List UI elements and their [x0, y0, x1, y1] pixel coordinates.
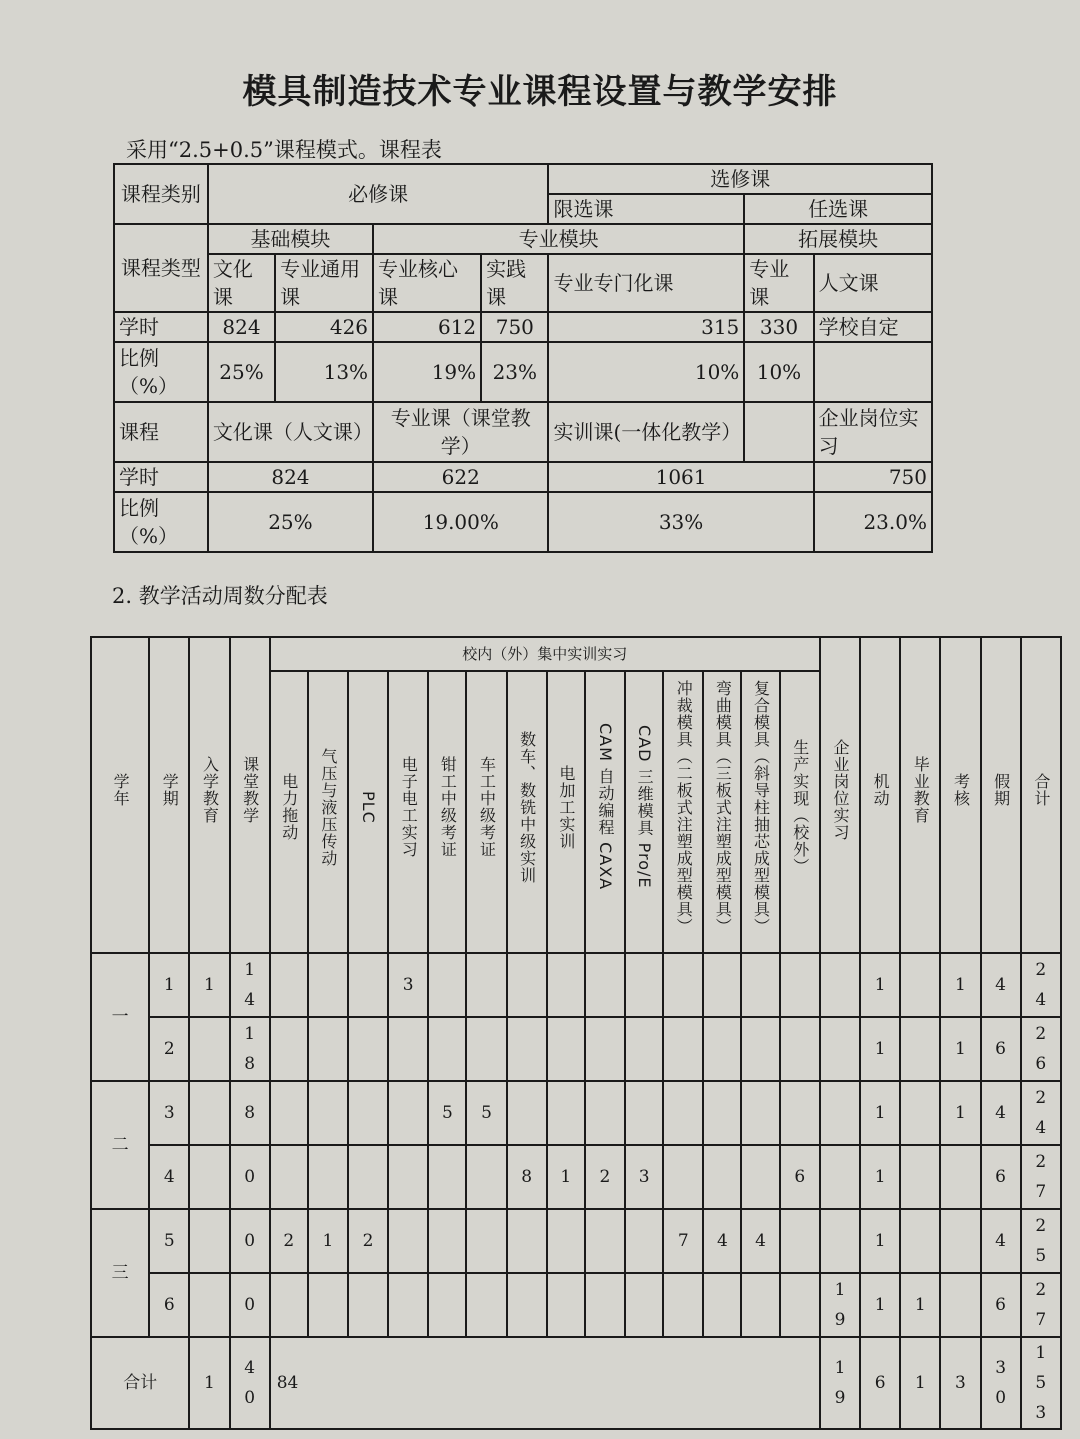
header-plc: PLC — [348, 671, 388, 953]
table-row — [91, 1081, 1061, 1145]
cell — [585, 1081, 625, 1145]
cell — [940, 1145, 980, 1209]
cell: 0 — [230, 1145, 270, 1209]
header-classroom: 课堂教学 — [230, 637, 270, 953]
header-total: 合计 — [1021, 637, 1061, 953]
cell — [507, 1081, 547, 1145]
cell — [189, 1209, 229, 1273]
total-row — [91, 1337, 1061, 1429]
cell — [741, 1017, 779, 1081]
type-humanities: 人文课 — [814, 254, 932, 312]
cell — [547, 1273, 585, 1337]
hours2-cell: 824 — [208, 462, 373, 492]
course-training: 实训课(一体化教学） — [548, 402, 744, 462]
cell — [388, 1145, 428, 1209]
total-sum: 153 — [1021, 1337, 1061, 1429]
cell — [270, 1145, 308, 1209]
cell — [585, 1017, 625, 1081]
table-row — [91, 953, 1061, 1017]
limited-elective: 限选课 — [548, 194, 744, 224]
header-cam: CAM 自动编程 CAXA — [585, 671, 625, 953]
course-structure-table — [113, 163, 933, 553]
header-cnc-training: 数车、数铣中级实训 — [507, 671, 547, 953]
cell — [820, 1145, 860, 1209]
cell — [820, 1209, 860, 1273]
cell — [466, 1209, 506, 1273]
table-row — [91, 1017, 1061, 1081]
cell: 4 — [981, 953, 1021, 1017]
cell: 1 — [900, 1273, 940, 1337]
cell: 1 — [940, 1017, 980, 1081]
cell — [308, 1145, 348, 1209]
cell — [741, 1081, 779, 1145]
ratio-cell: 10% — [548, 342, 744, 402]
ratio2-cell: 19.00% — [373, 492, 548, 552]
cell: 5 — [466, 1081, 506, 1145]
cell: 0 — [230, 1209, 270, 1273]
hours-cell: 612 — [373, 312, 481, 342]
cell — [900, 1209, 940, 1273]
ratio2-cell: 25% — [208, 492, 373, 552]
cell — [780, 1209, 820, 1273]
cell — [703, 1273, 741, 1337]
cell: 1 — [860, 1209, 900, 1273]
ratio-cell: 25% — [208, 342, 275, 402]
header-electric-drive: 电力拖动 — [270, 671, 308, 953]
cell — [741, 1273, 779, 1337]
course-type-label: 课程类型 — [114, 224, 208, 312]
cell — [466, 1017, 506, 1081]
required-courses: 必修课 — [208, 164, 549, 224]
cell: 2 — [270, 1209, 308, 1273]
cell: 25 — [1021, 1209, 1061, 1273]
header-bending-mold: 弯曲模具（三板式注塑成型模具） — [703, 671, 741, 953]
cell — [780, 953, 820, 1017]
cell: 2 — [348, 1209, 388, 1273]
cell — [547, 1081, 585, 1145]
cell — [900, 1145, 940, 1209]
type-core-pro: 专业核心课 — [373, 254, 481, 312]
cell: 1 — [189, 953, 229, 1017]
total-grad: 1 — [900, 1337, 940, 1429]
cell — [507, 1017, 547, 1081]
ratio2-label: 比例（%） — [114, 492, 208, 552]
page-title: 模具制造技术专业课程设置与教学安排 — [242, 72, 838, 112]
header-term: 学期 — [149, 637, 189, 953]
course-blank — [744, 402, 813, 462]
cell — [585, 953, 625, 1017]
cell — [547, 1209, 585, 1273]
cell: 1 — [940, 1081, 980, 1145]
cell — [507, 1273, 547, 1337]
total-label: 合计 — [91, 1337, 189, 1429]
header-holiday: 假期 — [981, 637, 1021, 953]
course-culture: 文化课（人文课） — [208, 402, 373, 462]
cell — [547, 953, 585, 1017]
header-hydraulics: 气压与液压传动 — [308, 671, 348, 953]
cell — [900, 1081, 940, 1145]
cell: 6 — [981, 1273, 1021, 1337]
cell: 1 — [860, 1081, 900, 1145]
hours-cell: 750 — [481, 312, 548, 342]
cell: 8 — [507, 1145, 547, 1209]
ratio2-cell: 33% — [548, 492, 813, 552]
cell: 4 — [981, 1209, 1021, 1273]
cell — [348, 953, 388, 1017]
cell — [507, 953, 547, 1017]
course-internship: 企业岗位实习 — [814, 402, 932, 462]
header-production: 生产实现（校外） — [780, 671, 820, 953]
cell — [388, 1081, 428, 1145]
cell: 7 — [663, 1209, 703, 1273]
hours-cell: 824 — [208, 312, 275, 342]
cell — [547, 1017, 585, 1081]
cell — [780, 1081, 820, 1145]
cell: 14 — [230, 953, 270, 1017]
table1-caption: 采用“2.5+0.5”课程模式。课程表 — [126, 138, 442, 162]
cell: 1 — [860, 1145, 900, 1209]
cell: 27 — [1021, 1145, 1061, 1209]
cell — [585, 1273, 625, 1337]
header-exam: 考核 — [940, 637, 980, 953]
cell — [900, 1017, 940, 1081]
cell — [780, 1273, 820, 1337]
extension-module: 拓展模块 — [744, 224, 932, 254]
cell: 6 — [981, 1017, 1021, 1081]
hours-cell: 330 — [744, 312, 813, 342]
cell — [348, 1017, 388, 1081]
cell — [585, 1209, 625, 1273]
total-flex: 6 — [860, 1337, 900, 1429]
cell — [663, 1081, 703, 1145]
cell: 3 — [149, 1081, 189, 1145]
course-label: 课程 — [114, 402, 208, 462]
cell — [663, 953, 703, 1017]
cell — [308, 953, 348, 1017]
cell — [466, 1273, 506, 1337]
cell: 1 — [308, 1209, 348, 1273]
ratio-label: 比例（%） — [114, 342, 208, 402]
course-category-label: 课程类别 — [114, 164, 208, 224]
cell — [189, 1145, 229, 1209]
year-cell: 三 — [91, 1209, 149, 1337]
header-graduation: 毕业教育 — [900, 637, 940, 953]
cell — [308, 1017, 348, 1081]
hours-cell: 426 — [275, 312, 373, 342]
cell — [348, 1273, 388, 1337]
total-holiday: 30 — [981, 1337, 1021, 1429]
header-compound-mold: 复合模具（斜导柱抽芯成型模具） — [741, 671, 779, 953]
cell: 1 — [860, 1273, 900, 1337]
cell: 3 — [625, 1145, 663, 1209]
cell — [820, 953, 860, 1017]
table-row — [91, 1209, 1061, 1273]
cell: 1 — [149, 953, 189, 1017]
type-specialized: 专业专门化课 — [548, 254, 744, 312]
cell — [428, 1209, 466, 1273]
header-flex: 机动 — [860, 637, 900, 953]
hours-label: 学时 — [114, 312, 208, 342]
cell: 24 — [1021, 1081, 1061, 1145]
cell — [270, 1081, 308, 1145]
cell — [703, 1017, 741, 1081]
cell — [270, 1273, 308, 1337]
cell — [900, 953, 940, 1017]
cell — [703, 953, 741, 1017]
total-exam: 3 — [940, 1337, 980, 1429]
cell: 4 — [703, 1209, 741, 1273]
cell — [189, 1017, 229, 1081]
header-entry-education: 入学教育 — [189, 637, 229, 953]
header-turner-cert: 车工中级考证 — [466, 671, 506, 953]
header-cad: CAD 三维模具 Pro/E — [625, 671, 663, 953]
cell: 8 — [230, 1081, 270, 1145]
section-heading: 2. 教学活动周数分配表 — [112, 584, 328, 608]
cell — [428, 1017, 466, 1081]
cell: 27 — [1021, 1273, 1061, 1337]
cell — [703, 1145, 741, 1209]
course-professional: 专业课（课堂教学） — [373, 402, 548, 462]
cell — [388, 1209, 428, 1273]
cell — [189, 1273, 229, 1337]
cell — [625, 1017, 663, 1081]
year-cell: 二 — [91, 1081, 149, 1209]
cell: 19 — [820, 1273, 860, 1337]
cell — [940, 1273, 980, 1337]
cell — [466, 1145, 506, 1209]
professional-module: 专业模块 — [373, 224, 744, 254]
cell — [189, 1081, 229, 1145]
cell — [466, 953, 506, 1017]
cell: 2 — [585, 1145, 625, 1209]
cell — [741, 1145, 779, 1209]
type-culture: 文化课 — [208, 254, 275, 312]
cell — [428, 953, 466, 1017]
ratio2-cell: 23.0% — [814, 492, 932, 552]
header-edm-training: 电加工实训 — [547, 671, 585, 953]
weekly-activity-table — [90, 636, 1062, 1430]
cell — [820, 1081, 860, 1145]
cell — [308, 1081, 348, 1145]
cell: 1 — [860, 953, 900, 1017]
cell — [820, 1017, 860, 1081]
cell: 1 — [547, 1145, 585, 1209]
hours2-cell: 622 — [373, 462, 548, 492]
cell — [507, 1209, 547, 1273]
type-practice: 实践课 — [481, 254, 548, 312]
cell: 4 — [741, 1209, 779, 1273]
cell: 6 — [981, 1145, 1021, 1209]
ratio-cell: 10% — [744, 342, 813, 402]
header-practice-group: 校内（外）集中实训实习 — [270, 637, 820, 671]
cell — [663, 1017, 703, 1081]
type-general-pro: 专业通用课 — [275, 254, 373, 312]
cell — [625, 1273, 663, 1337]
cell: 4 — [981, 1081, 1021, 1145]
cell — [308, 1273, 348, 1337]
cell: 1 — [860, 1017, 900, 1081]
cell: 0 — [230, 1273, 270, 1337]
header-year: 学年 — [91, 637, 149, 953]
total-class: 40 — [230, 1337, 270, 1429]
header-blanking-mold: 冲裁模具（二板式注塑成型模具） — [663, 671, 703, 953]
hours-cell: 315 — [548, 312, 744, 342]
cell — [270, 1017, 308, 1081]
header-fitter-cert: 钳工中级考证 — [428, 671, 466, 953]
cell: 3 — [388, 953, 428, 1017]
header-electronics: 电子电工实习 — [388, 671, 428, 953]
cell — [625, 953, 663, 1017]
cell — [663, 1273, 703, 1337]
cell: 5 — [149, 1209, 189, 1273]
cell: 4 — [149, 1145, 189, 1209]
total-intern: 19 — [820, 1337, 860, 1429]
cell — [741, 953, 779, 1017]
cell — [663, 1145, 703, 1209]
cell — [388, 1273, 428, 1337]
ratio-cell: 19% — [373, 342, 481, 402]
cell — [428, 1145, 466, 1209]
cell — [348, 1145, 388, 1209]
total-practice: 84 — [270, 1337, 820, 1429]
basic-module: 基础模块 — [208, 224, 373, 254]
cell: 1 — [940, 953, 980, 1017]
table-row — [91, 1145, 1061, 1209]
hours2-label: 学时 — [114, 462, 208, 492]
cell: 24 — [1021, 953, 1061, 1017]
cell: 2 — [149, 1017, 189, 1081]
type-pro-elective: 专业课 — [744, 254, 813, 312]
cell: 6 — [780, 1145, 820, 1209]
cell — [703, 1081, 741, 1145]
cell — [270, 953, 308, 1017]
cell: 18 — [230, 1017, 270, 1081]
ratio-cell: 23% — [481, 342, 548, 402]
cell — [625, 1209, 663, 1273]
cell — [940, 1209, 980, 1273]
cell — [780, 1017, 820, 1081]
cell: 26 — [1021, 1017, 1061, 1081]
cell: 6 — [149, 1273, 189, 1337]
cell — [388, 1017, 428, 1081]
cell: 5 — [428, 1081, 466, 1145]
year-cell: 一 — [91, 953, 149, 1081]
elective-courses: 选修课 — [548, 164, 932, 194]
cell — [428, 1273, 466, 1337]
free-elective: 任选课 — [744, 194, 932, 224]
hours-cell: 学校自定 — [814, 312, 932, 342]
hours2-cell: 750 — [814, 462, 932, 492]
cell — [625, 1081, 663, 1145]
table-row — [91, 1273, 1061, 1337]
hours2-cell: 1061 — [548, 462, 813, 492]
total-entry: 1 — [189, 1337, 229, 1429]
cell — [348, 1081, 388, 1145]
ratio-cell: 13% — [275, 342, 373, 402]
ratio-cell — [814, 342, 932, 402]
header-internship: 企业岗位实习 — [820, 637, 860, 953]
